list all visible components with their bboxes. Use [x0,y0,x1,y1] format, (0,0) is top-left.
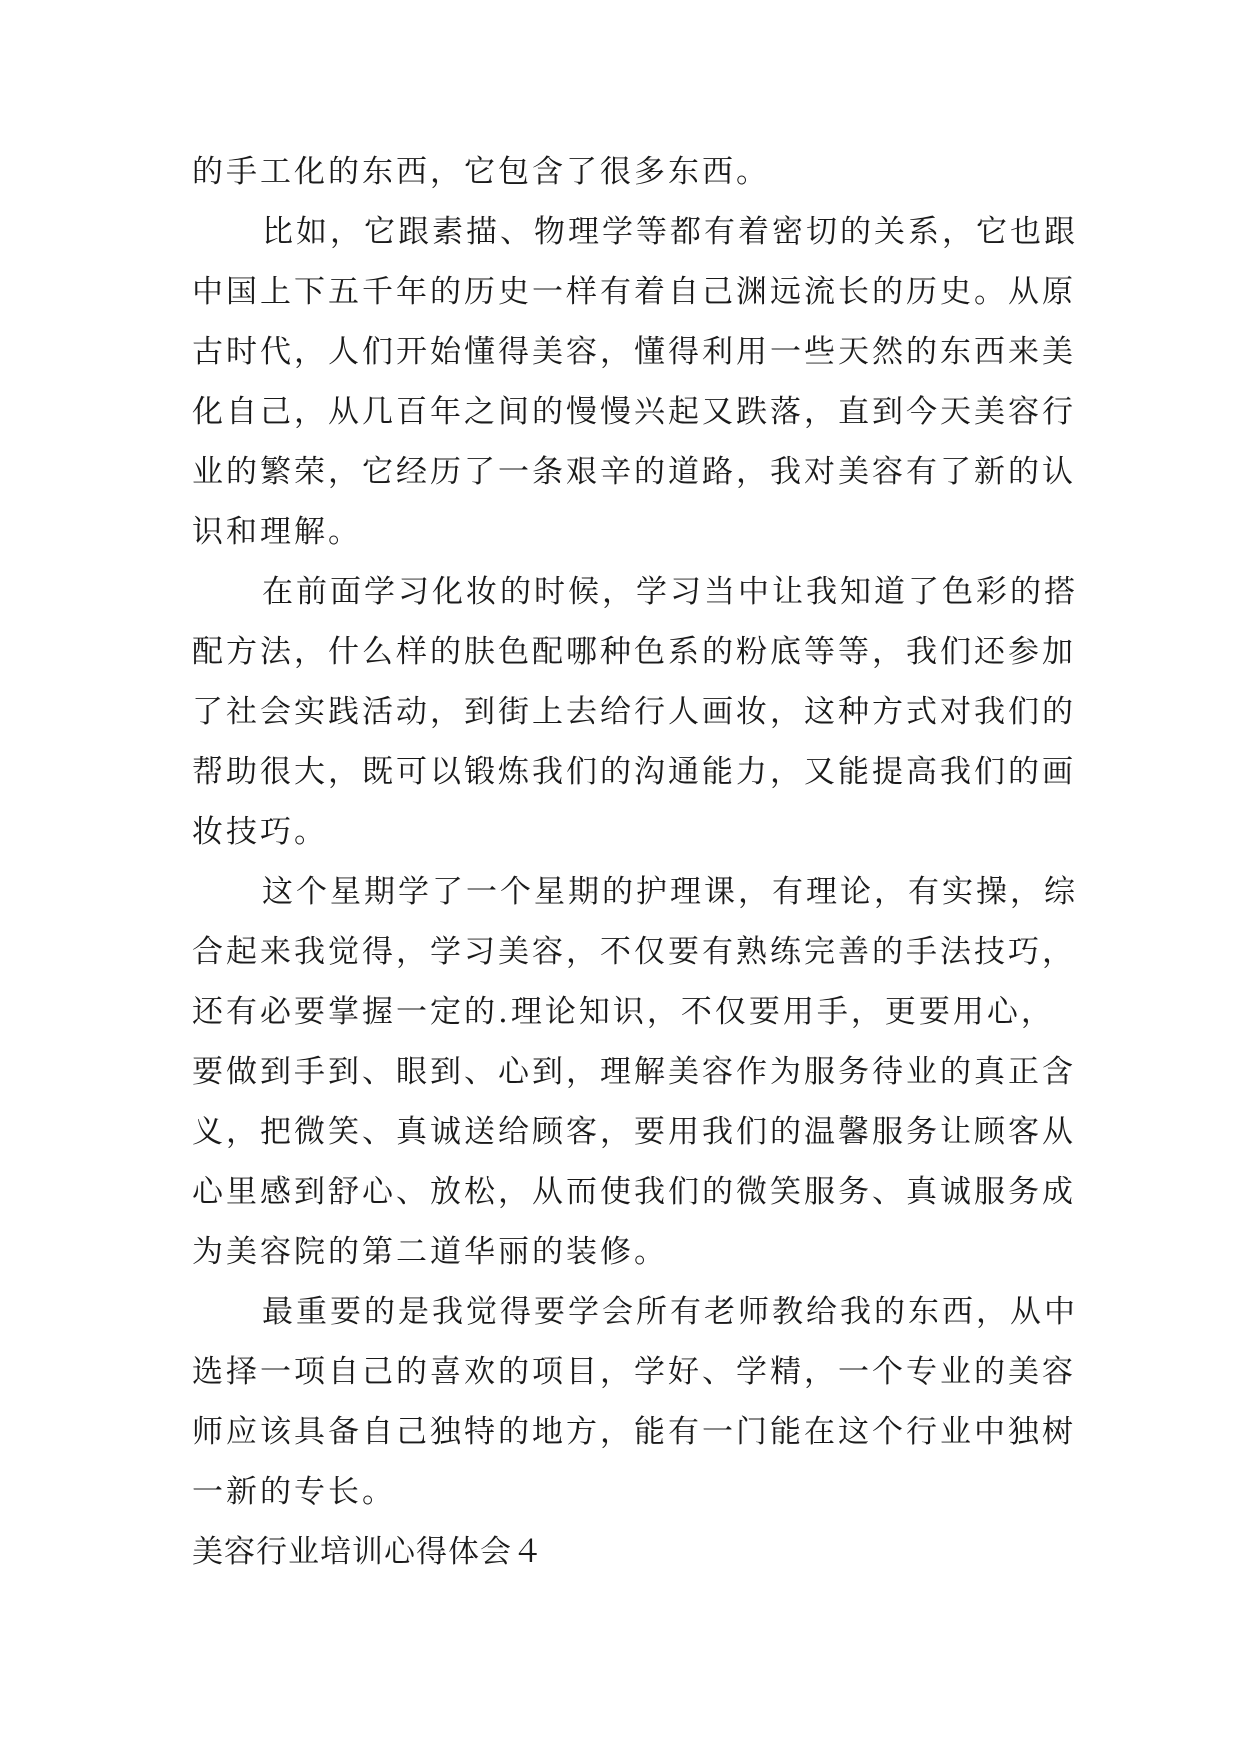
text-line: 还有必要掌握一定的.理论知识，不仅要用手，更要用心， [192,994,1055,1030]
text-line: 妆技巧。 [192,814,328,850]
text-line: 义，把微笑、真诚送给顾客，要用我们的温馨服务让顾客从 [192,1114,1076,1150]
document-page [192,152,1078,1592]
text-line: 识和理解。 [192,514,362,550]
text-line: 业的繁荣，它经历了一条艰辛的道路，我对美容有了新的认 [192,454,1076,490]
paragraph-start-line: 最重要的是我觉得要学会所有老师教给我的东西，从中 [262,1294,1078,1330]
text-line: 化自己，从几百年之间的慢慢兴起又跌落，直到今天美容行 [192,394,1076,430]
text-line: 中国上下五千年的历史一样有着自己渊远流长的历史。从原 [192,274,1076,310]
section-heading: 美容行业培训心得体会４ [192,1534,544,1570]
paragraph-start-line: 比如，它跟素描、物理学等都有着密切的关系，它也跟 [262,214,1078,250]
paragraph-start-line: 这个星期学了一个星期的护理课，有理论，有实操，综 [262,874,1078,910]
text-line: 合起来我觉得，学习美容，不仅要有熟练完善的手法技巧， [192,934,1076,970]
text-line: 的手工化的东西，它包含了很多东西。 [192,154,770,190]
text-line: 师应该具备自己独特的地方，能有一门能在这个行业中独树 [192,1414,1076,1450]
text-line: 了社会实践活动，到街上去给行人画妆，这种方式对我们的 [192,694,1076,730]
text-line: 配方法，什么样的肤色配哪种色系的粉底等等，我们还参加 [192,634,1076,670]
text-line: 古时代，人们开始懂得美容，懂得利用一些天然的东西来美 [192,334,1076,370]
text-line: 一新的专长。 [192,1474,396,1510]
text-line: 选择一项自己的喜欢的项目，学好、学精，一个专业的美容 [192,1354,1076,1390]
paragraph-start-line: 在前面学习化妆的时候，学习当中让我知道了色彩的搭 [262,574,1078,610]
text-line: 心里感到舒心、放松，从而使我们的微笑服务、真诚服务成 [192,1174,1076,1210]
text-line: 帮助很大，既可以锻炼我们的沟通能力，又能提高我们的画 [192,754,1076,790]
text-line: 为美容院的第二道华丽的装修。 [192,1234,668,1270]
text-line: 要做到手到、眼到、心到，理解美容作为服务待业的真正含 [192,1054,1076,1090]
